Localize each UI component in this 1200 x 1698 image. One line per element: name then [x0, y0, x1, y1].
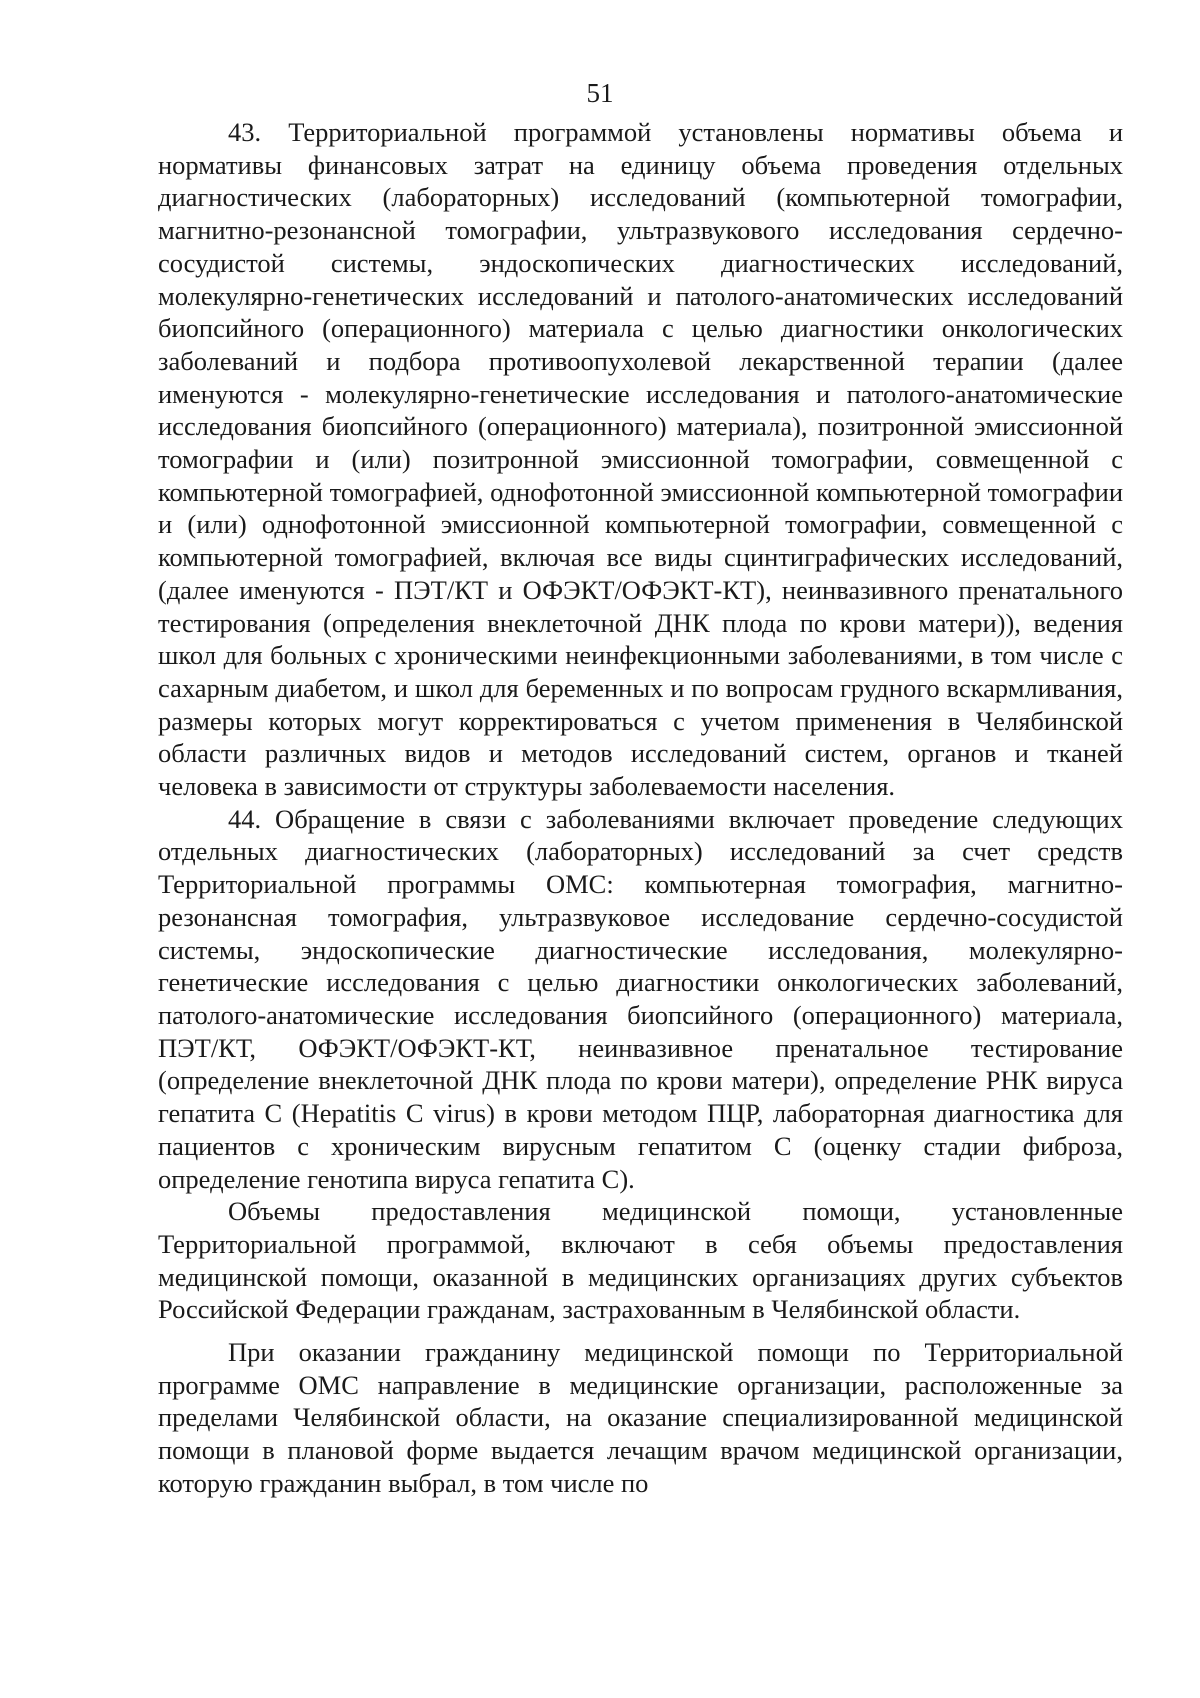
- paragraph-44: 44. Обращение в связи с заболеваниями включает проведение следующих отдельных диагностических (лабораторных) исследований за счет средств Территориальной программы ОМС: компьютерная томография, магнитно-резонансная томография, ультразвуковое исследование сердечно-сосудистой системы, эндоскопические диагностические исследования, молекулярно-генетические исследования с целью диагностики онкологических заболеваний, патолого-анатомические исследования биопсийного (операционного) материала, ПЭТ/КТ, ОФЭКТ/ОФЭКТ-КТ, неинвазивное пренатальное тестирование (определение внеклеточной ДНК плода по крови матери), определение РНК вируса гепатита С (Hepatitis С virus) в крови методом ПЦР, лабораторная диагностика для пациентов с хроническим вирусным гепатитом С (оценку стадии фиброза, определение генотипа вируса гепатита С).: [158, 803, 1123, 1194]
- paragraph-referral: При оказании гражданину медицинской помощи по Территориальной программе ОМС направление в медицинские организации, расположенные за пределами Челябинской области, на оказание специализированной медицинской помощи в плановой форме выдается лечащим врачом медицинской организации, которую гражданин выбрал, в том числе по: [158, 1337, 1123, 1498]
- paragraph-volumes: Объемы предоставления медицинской помощи, установленные Территориальной программой, включают в себя объемы предоставления медицинской помощи, оказанной в медицинских организациях других субъектов Российской Федерации гражданам, застрахованным в Челябинской области.: [158, 1196, 1123, 1325]
- document-body: [158, 116, 1123, 1500]
- paragraph-43: 43. Территориальной программой установлены нормативы объема и нормативы финансовых затрат на единицу объема проведения отдельных диагностических (лабораторных) исследований (компьютерной томографии, магнитно-резонансной томографии, ультразвукового исследования сердечно-сосудистой системы, эндоскопических диагностических исследований, молекулярно-генетических исследований и патолого-анатомических исследований биопсийного (операционного) материала с целью диагностики онкологических заболеваний и подбора противоопухолевой лекарственной терапии (далее именуются - молекулярно-генетические исследования и патолого-анатомические исследования биопсийного (операционного) материала), позитронной эмиссионной томографии и (или) позитронной эмиссионной томографии, совмещенной с компьютерной томографией, однофотонной эмиссионной компьютерной томографии и (или) однофотонной эмиссионной компьютерной томографии, совмещенной с компьютерной томографией, включая все виды сцинтиграфических исследований, (далее именуются - ПЭТ/КТ и ОФЭКТ/ОФЭКТ-КТ), неинвазивного пренатального тестирования (определения внеклеточной ДНК плода по крови матери)), ведения школ для больных с хроническими неинфекционными заболеваниями, в том числе с сахарным диабетом, и школ для беременных и по вопросам грудного вскармливания, размеры которых могут корректироваться с учетом применения в Челябинской области различных видов и методов исследований систем, органов и тканей человека в зависимости от структуры заболеваемости населения.: [158, 117, 1123, 802]
- page-number: 51: [586, 78, 614, 108]
